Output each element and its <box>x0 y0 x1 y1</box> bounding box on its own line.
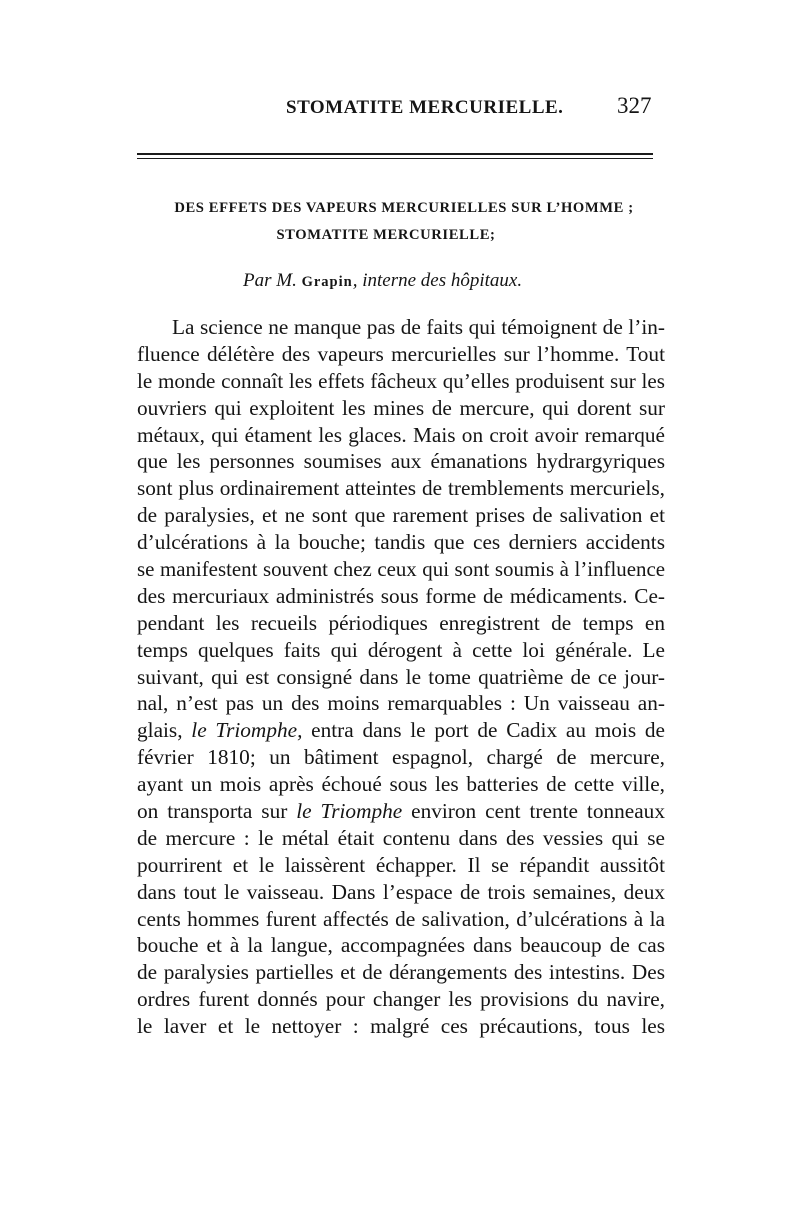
ship-name: le Triomphe, <box>191 718 303 743</box>
text-line: ayant un mois après échoué sous les batteries de cette ville, <box>137 772 665 797</box>
text-line <box>137 717 665 744</box>
text-line: de mercure : le métal était contenu dans des vessies qui se <box>137 825 665 850</box>
text-line: le laver et le nettoyer : malgré ces précautions, tous les <box>137 1014 665 1039</box>
article-title-line-2: STOMATITE MERCURIELLE; <box>276 227 496 243</box>
byline-author: Grapin <box>301 274 353 290</box>
header-rule-thin <box>137 158 653 159</box>
byline-suffix: , interne des hôpitaux. <box>352 270 523 291</box>
text-line: de paralysies, et ne sont que rarement prises de salivation et <box>137 503 665 528</box>
header-rule-thick <box>137 153 653 155</box>
text-line: le monde connaît les effets fâcheux qu’elles produisent sur les <box>137 368 665 393</box>
text-line: ouvriers qui exploitent les mines de mercure, qui dorent sur <box>137 395 665 420</box>
text-segment: environ cent trente tonneaux <box>402 799 665 824</box>
article-title-line-1: DES EFFETS DES VAPEURS MERCURIELLES SUR L’HOMME ; <box>174 200 634 216</box>
text-line: des mercuriaux administrés sous forme de médicaments. Ce- <box>137 583 665 608</box>
ship-name: le Triomphe <box>296 799 403 824</box>
text-line: nal, n’est pas un des moins remarquables : Un vaisseau an- <box>137 691 665 716</box>
text-line: fluence délétère des vapeurs mercurielles sur l’homme. Tout <box>137 341 665 366</box>
text-line: métaux, qui étament les glaces. Mais on croit avoir remarqué <box>137 422 665 447</box>
text-line: que les personnes soumises aux émanations hydrargyriques <box>137 449 665 474</box>
text-line: pourrirent et le laissèrent échapper. Il se répandit aussitôt <box>137 852 665 877</box>
text-segment: on transporta sur <box>137 799 297 824</box>
text-line: ordres furent donnés pour changer les provisions du navire, <box>137 987 665 1012</box>
text-line: temps quelques faits qui dérogent à cette loi générale. Le <box>137 637 665 662</box>
byline-prefix: Par M. <box>243 270 302 291</box>
text-line: se manifestent souvent chez ceux qui sont soumis à l’influence <box>137 557 665 582</box>
running-title: STOMATITE MERCURIELLE. <box>286 97 564 118</box>
text-line: pendant les recueils périodiques enregistrent de temps en <box>137 610 665 635</box>
running-head <box>0 93 800 127</box>
text-line <box>137 798 665 825</box>
text-line: bouche et à la langue, accompagnées dans beaucoup de cas <box>137 933 665 958</box>
text-line: cents hommes furent affectés de salivation, d’ulcérations à la <box>137 906 665 931</box>
text-line: sont plus ordinairement atteintes de tremblements mercuriels, <box>137 476 665 501</box>
text-line: février 1810; un bâtiment espagnol, chargé de mercure, <box>137 745 665 770</box>
text-line: dans tout le vaisseau. Dans l’espace de trois semaines, deux <box>137 879 665 904</box>
text-line: d’ulcérations à la bouche; tandis que ces derniers accidents <box>137 530 665 555</box>
text-line: suivant, qui est consigné dans le tome quatrième de ce jour- <box>137 664 665 689</box>
text-segment: entra dans le port de Cadix au mois de <box>302 718 665 743</box>
text-line: de paralysies partielles et de dérangements des intestins. Des <box>137 960 665 985</box>
text-line: La science ne manque pas de faits qui témoignent de l’in- <box>172 315 665 339</box>
page-number: 327 <box>617 93 652 118</box>
body-text <box>137 314 665 1040</box>
text-segment: glais, <box>137 718 192 743</box>
byline <box>243 270 522 292</box>
